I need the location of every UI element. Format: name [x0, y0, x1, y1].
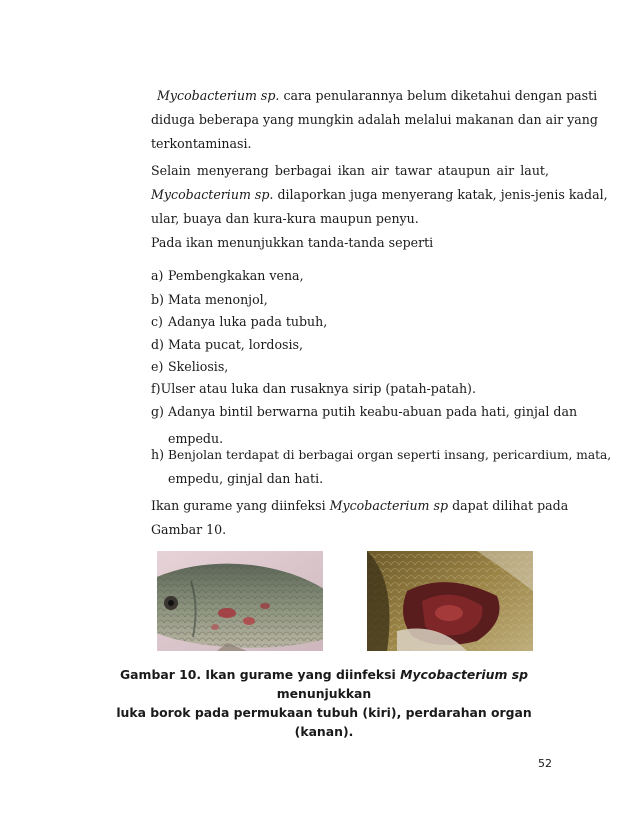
list-text-cont: empedu.: [168, 431, 224, 446]
list-text: Mata pucat, lordosis,: [168, 337, 304, 352]
figure-reference-paragraph: [151, 494, 569, 542]
intro-line-1-text: cara penularannya belum diketahui dengan pasti: [283, 88, 598, 103]
caption-text: Gambar 10. Ikan gurame yang diinfeksi: [120, 667, 396, 682]
species-name: Mycobacterium sp.: [151, 187, 274, 202]
list-marker: b): [151, 292, 164, 307]
caption-line-2: luka borok pada permukaan tubuh (kiri), perdarahan organ (kanan).: [116, 705, 532, 739]
figref-text: Ikan gurame yang diinfeksi: [151, 498, 326, 513]
list-item: [151, 333, 549, 357]
list-text: Mata menonjol,: [168, 292, 268, 307]
list-marker: d): [151, 337, 164, 352]
figref-line-1: [151, 494, 569, 518]
list-text: Ulser atau luka dan rusaknya sirip (patah-patah).: [160, 381, 476, 396]
list-item: [151, 264, 549, 288]
caption-text-end: menunjukkan: [276, 686, 372, 701]
intro-line-3: terkontaminasi.: [151, 136, 252, 151]
fish-ulcer-photo: [157, 551, 323, 651]
list-item: [151, 288, 549, 312]
intro-line-1: [157, 84, 598, 108]
list-text: Pembengkakan vena,: [168, 268, 304, 283]
signs-intro: Pada ikan menunjukkan tanda-tanda seperti: [151, 235, 434, 250]
organ-hemorrhage-photo: [367, 551, 533, 651]
species-name: Mycobacterium: [329, 498, 430, 513]
list-marker: h): [151, 447, 165, 462]
caption-line-1: [104, 665, 544, 703]
second-line-1: Selain menyerang berbagai ikan air tawar ataupun air laut,: [151, 163, 549, 178]
figure-caption: [104, 665, 544, 741]
list-item: [151, 310, 549, 334]
list-text: Benjolan terdapat di berbagai organ seperti insang, pericardium, mata,: [168, 448, 612, 462]
list-item: [151, 377, 549, 401]
page-number: 52: [538, 757, 552, 770]
list-marker: f): [151, 381, 161, 396]
list-marker: e): [151, 359, 164, 374]
species-abbrev: sp: [433, 498, 449, 513]
second-line-3: ular, buaya dan kura-kura maupun penyu.: [151, 211, 419, 226]
intro-line-2: diduga beberapa yang mungkin adalah melalui makanan dan air yang: [151, 112, 598, 127]
intro-paragraph-cont: [151, 108, 598, 156]
species-name: Mycobacterium sp.: [157, 88, 280, 103]
list-marker: a): [151, 268, 164, 283]
intro-paragraph: [157, 84, 598, 108]
list-item: [151, 443, 612, 491]
organ-hemorrhage-image: [367, 551, 533, 651]
figref-line-2: Gambar 10.: [151, 522, 227, 537]
list-marker: c): [151, 314, 163, 329]
list-text-cont: empedu, ginjal dan hati.: [168, 471, 324, 486]
list-text: Skeliosis,: [168, 359, 229, 374]
list-item: [151, 355, 549, 379]
list-text: Adanya luka pada tubuh,: [168, 314, 328, 329]
second-paragraph: [151, 159, 608, 231]
fish-ulcer-image: [157, 551, 323, 651]
figref-text-end: dapat dilihat pada: [452, 498, 569, 513]
list-marker: g): [151, 404, 164, 419]
list-text: Adanya bintil berwarna putih keabu-abuan pada hati, ginjal dan: [168, 404, 578, 419]
second-line-2: [151, 183, 608, 207]
second-line-2-text: dilaporkan juga menyerang katak, jenis-jenis kadal,: [277, 187, 608, 202]
species-name: Mycobacterium sp: [400, 667, 528, 682]
